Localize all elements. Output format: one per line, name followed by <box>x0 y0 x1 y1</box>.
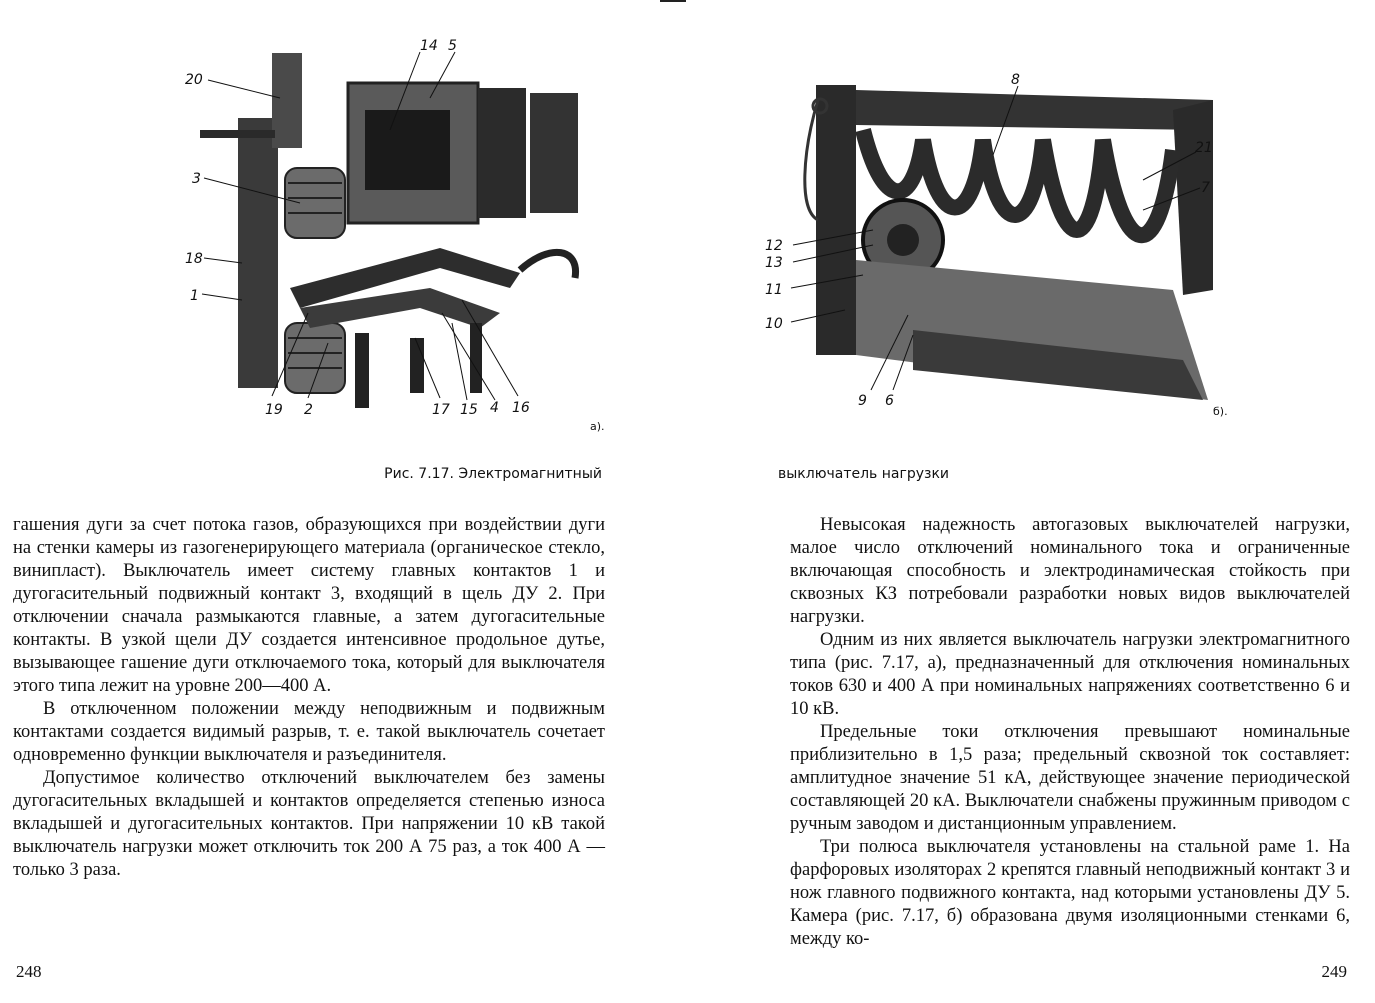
paragraph: гашения дуги за счет потока газов, образующихся при воздействии дуги на стенки камеры из газогенерирующего материала (органическое стекло, винипласт). Выключатель имеет систему главных контактов 1 и дугогасительный подвижный контакт 3, входящий в щель ДУ 2. При отключении сначала размыкаются главные, а затем дугогасительные контакты. В узкой щели ДУ создается интенсивное продольное дутье, вызывающее гашение дуги отключаемого тока, который для выключателя этого типа лежит на уровне 200—400 А. <box>13 515 605 696</box>
callout-5: 5 <box>448 38 457 54</box>
lower-insulator <box>285 323 345 393</box>
page-number-left: 248 <box>16 962 42 981</box>
figure-a-switch-photo <box>180 38 620 438</box>
hook <box>520 252 576 278</box>
callout-13: 13 <box>765 255 783 271</box>
upper-insulator <box>285 168 345 238</box>
callout-9: 9 <box>858 393 867 409</box>
magnet-block <box>478 88 526 218</box>
lever <box>272 53 302 148</box>
terminal <box>470 323 482 393</box>
paragraph: Предельные токи отключения превышают номинальные приблизительно в 1,5 раза; предельный сквозной ток составляет: амплитудное значение 51 кА, действующее значение периодической составляющей 20 кА. Выключатели снабжены пружинным приводом с ручным заводом и дистанционным управлением. <box>790 722 1350 834</box>
terminal-2 <box>355 333 369 408</box>
paragraph: Допустимое количество отключений выключателем без замены дугогасительных вкладышей и контактов определяется степенью износа вкладышей и дугогасительных контактов. При напряжении 10 кВ такой выключатель нагрузки может отключить ток 200 А 75 раз, а ток 400 А — только 3 раза. <box>13 768 605 880</box>
chamber-frame-right <box>1173 100 1213 295</box>
chamber-frame-left <box>816 85 856 355</box>
left-text-column <box>13 514 605 882</box>
arc-chute-window <box>365 110 450 190</box>
callout-18: 18 <box>185 251 203 267</box>
electrode-center <box>887 224 919 256</box>
callout-8: 8 <box>1011 72 1020 88</box>
callout-7: 7 <box>1201 180 1210 196</box>
callout-20: 20 <box>185 72 203 88</box>
figure-b-arc-chamber-photo <box>763 70 1303 430</box>
callout-12: 12 <box>765 238 783 254</box>
callout-14: 14 <box>420 38 438 54</box>
paragraph: В отключенном положении между неподвижным и подвижным контактами создается видимый разрыв, т. е. такой выключатель сочетает одновременно функции выключателя и разъединителя. <box>13 699 605 765</box>
callout-2: 2 <box>304 402 313 418</box>
callout-19: 19 <box>265 402 283 418</box>
figure-a-drawing <box>180 38 620 438</box>
paragraph: Три полюса выключателя установлены на стальной раме 1. На фарфоровых изоляторах 2 крепятся главный неподвижный контакт 3 и нож главного подвижного контакта, над которыми установлены ДУ 5. Камера (рис. 7.17, б) образована двумя изоляционными стенками 6, между ко- <box>790 837 1350 949</box>
callout-16: 16 <box>512 400 530 416</box>
callout-4: 4 <box>490 400 499 416</box>
callout-21: 21 <box>1195 140 1213 156</box>
callout-3: 3 <box>192 171 201 187</box>
page-number-right: 249 <box>1321 962 1347 981</box>
callout-17: 17 <box>432 402 450 418</box>
figure-caption-left: Рис. 7.17. Электромагнитный <box>384 466 602 482</box>
callout-6: 6 <box>885 393 894 409</box>
figure-a-sublabel: а). <box>590 420 605 433</box>
figure-caption-right: выключатель нагрузки <box>778 466 950 482</box>
right-text-column <box>790 514 1350 951</box>
paragraph: Невысокая надежность автогазовых выключателей нагрузки, малое число отключений номинального тока и ограниченные включающая способность и электродинамическая стойкость при сквозных КЗ потребовали разработки новых видов выключателей нагрузки. <box>790 515 1350 627</box>
figure-b-drawing <box>763 70 1303 430</box>
figure-b-sublabel: б). <box>1213 405 1228 418</box>
callout-11: 11 <box>765 282 783 298</box>
callout-10: 10 <box>765 316 783 332</box>
terminal-3 <box>410 338 424 393</box>
callout-1: 1 <box>190 288 199 304</box>
paragraph: Одним из них является выключатель нагрузки электромагнитного типа (рис. 7.17, а), предназначенный для отключения номинальных токов 630 и 400 А при номинальных напряжениях соответственно 6 и 10 кВ. <box>790 630 1350 719</box>
shaft <box>200 130 275 138</box>
frame-upright <box>238 118 278 388</box>
chamber-frame-top <box>856 90 1213 130</box>
magnet-block-2 <box>530 93 578 213</box>
callout-15: 15 <box>460 402 478 418</box>
right-page <box>688 0 1375 1003</box>
